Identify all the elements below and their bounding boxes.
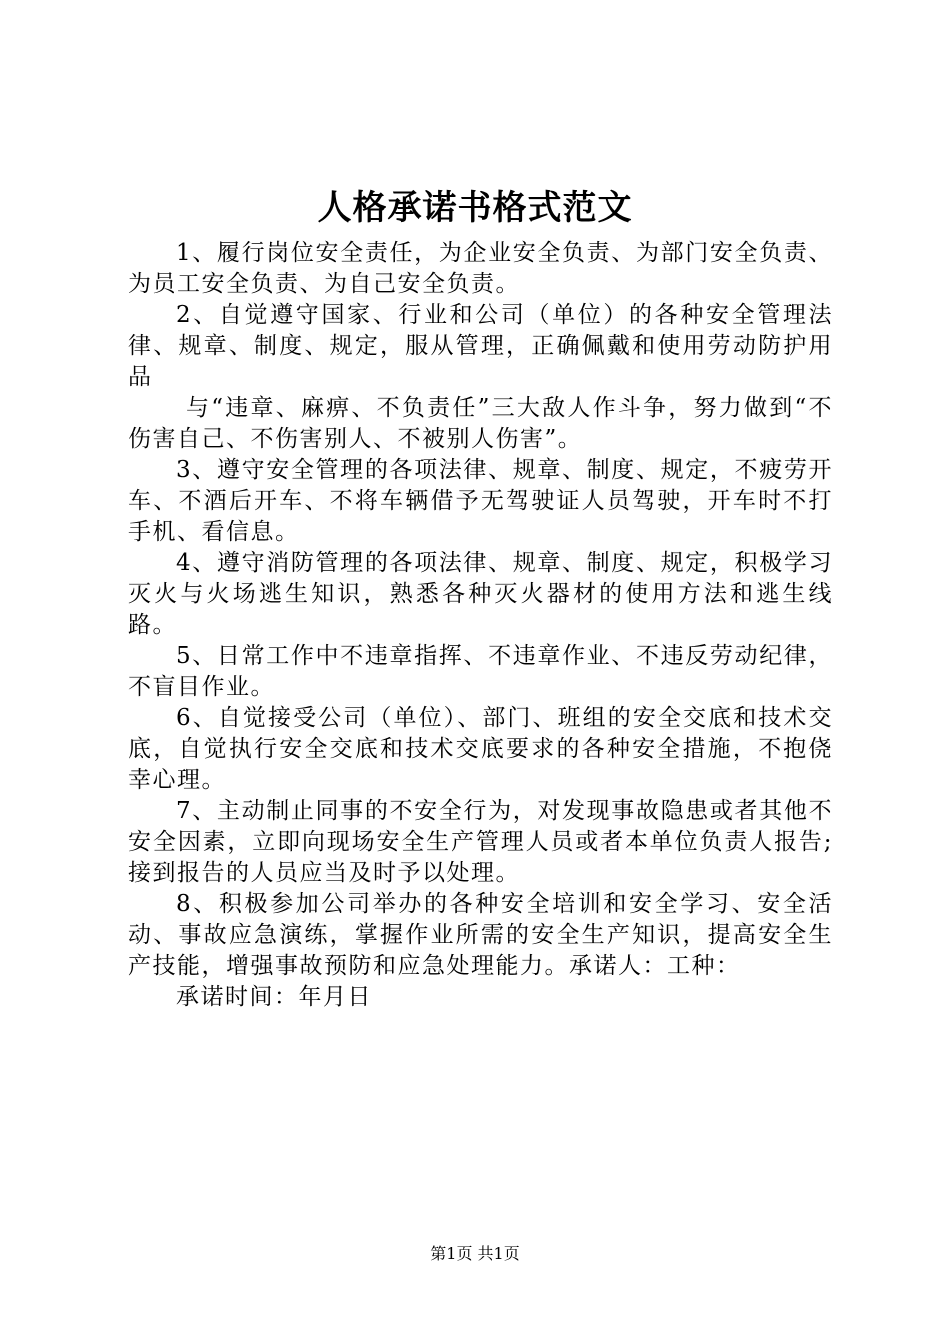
paragraph-5: 5、日常工作中不违章指挥、不违章作业、不违反劳动纪律，不盲目作业。: [128, 643, 833, 700]
paragraph-3: 3、遵守安全管理的各项法律、规章、制度、规定，不疲劳开车、不酒后开车、不将车辆借予无驾驶证人员驾驶，开车时不打手机、看信息。: [128, 457, 833, 545]
paragraph-2-continued: 与“违章、麻痹、不负责任”三大敌人作斗争，努力做到“不伤害自己、不伤害别人、不被别人伤害”。: [128, 395, 833, 452]
paragraph-6: 6、自觉接受公司（单位）、部门、班组的安全交底和技术交底，自觉执行安全交底和技术交底要求的各种安全措施，不抱侥幸心理。: [128, 705, 833, 793]
paragraph-4: 4、遵守消防管理的各项法律、规章、制度、规定，积极学习灭火与火场逃生知识，熟悉各种灭火器材的使用方法和逃生线路。: [128, 550, 833, 638]
commitment-date-line: 承诺时间：年月日: [176, 984, 372, 1010]
paragraph-7: 7、主动制止同事的不安全行为，对发现事故隐患或者其他不安全因素，立即向现场安全生产管理人员或者本单位负责人报告;接到报告的人员应当及时予以处理。: [128, 798, 833, 886]
paragraph-1: 1、履行岗位安全责任，为企业安全负责、为部门安全负责、为员工安全负责、为自己安全负责。: [128, 240, 833, 297]
document-body: [128, 238, 833, 1013]
paragraph-8: 8、积极参加公司举办的各种安全培训和安全学习、安全活动、事故应急演练，掌握作业所需的安全生产知识，提高安全生产技能，增强事故预防和应急处理能力。承诺人：工种：: [128, 891, 833, 979]
page-number-footer: 第1页 共1页: [430, 1244, 520, 1263]
page-title: 人格承诺书格式范文: [317, 188, 633, 228]
paragraph-2: 2、自觉遵守国家、行业和公司（单位）的各种安全管理法律、规章、制度、规定，服从管理，正确佩戴和使用劳动防护用品: [128, 302, 833, 390]
